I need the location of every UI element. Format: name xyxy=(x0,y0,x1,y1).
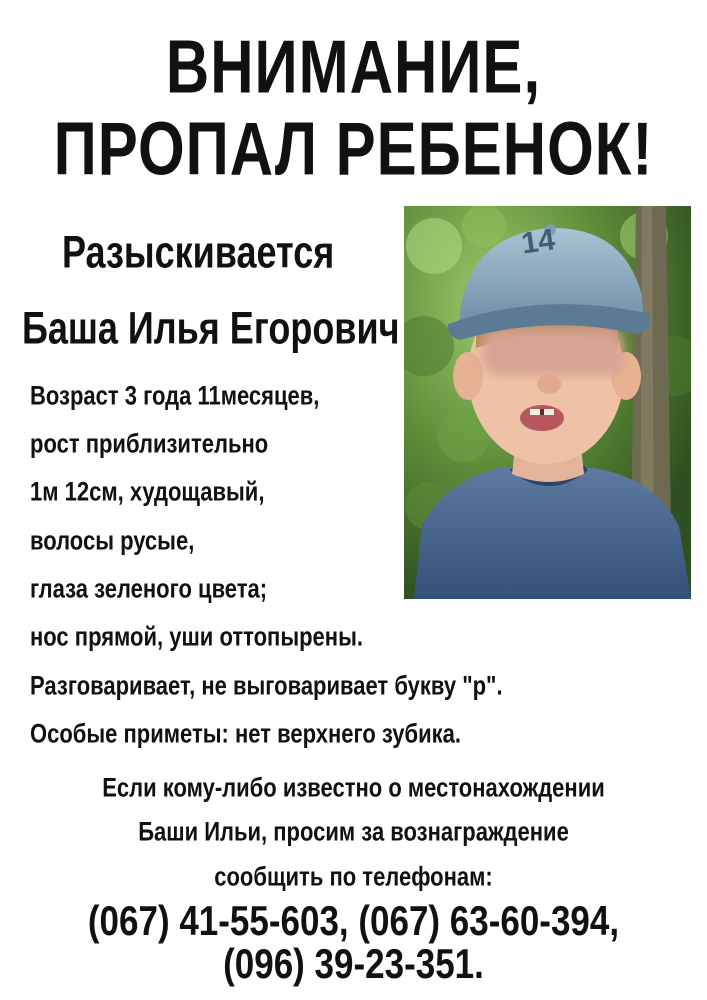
child-name: Баша Илья Егорович xyxy=(22,302,400,354)
description-line: 1м 12см, худощавый, xyxy=(30,476,265,507)
description-line: волосы русые, xyxy=(30,525,195,556)
contact-line: Баши Ильи, просим за вознаграждение xyxy=(138,816,569,847)
headline-attention: ВНИМАНИЕ, xyxy=(165,25,542,109)
headline-missing-child: ПРОПАЛ РЕБЕНОК! xyxy=(53,107,654,191)
contact-line: Если кому-либо известно о местонахождении xyxy=(102,772,605,803)
description-line: глаза зеленого цвета; xyxy=(30,573,268,604)
phone-numbers-line: (096) 39-23-351. xyxy=(223,940,484,988)
phone-numbers-line: (067) 41-55-603, (067) 63-60-394, xyxy=(87,897,620,945)
cap-number: 14 xyxy=(519,223,557,261)
description-line: Особые приметы: нет верхнего зубика. xyxy=(30,718,461,749)
wanted-label: Разыскивается xyxy=(62,226,335,278)
contact-line: сообщить по телефонам: xyxy=(214,861,493,892)
description-line: Разговаривает, не выговаривает букву "р". xyxy=(30,670,503,701)
description-line: рост приблизительно xyxy=(30,428,269,459)
description-line: Возраст 3 года 11месяцев, xyxy=(30,380,320,411)
description-line: нос прямой, уши оттопырены. xyxy=(30,621,363,652)
child-photo xyxy=(404,206,691,599)
